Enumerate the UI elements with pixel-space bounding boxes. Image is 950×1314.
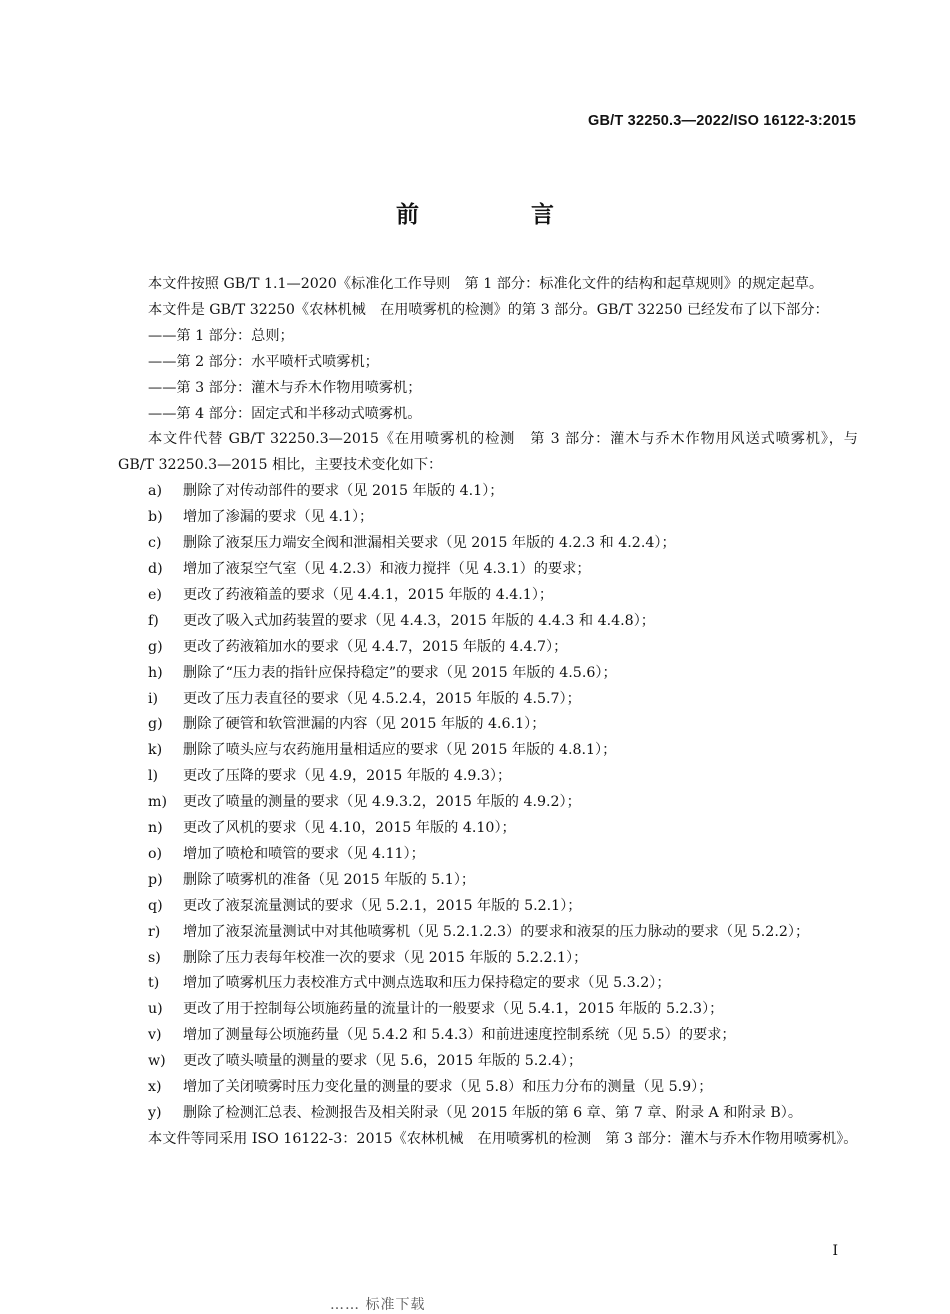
change-label: w) [148,1053,166,1070]
change-label: c) [148,535,162,552]
change-item [118,609,858,635]
change-text: 删除了检测汇总表、检测报告及相关附录（见 2015 年版的第 6 章、第 7 章、附录 A 和附录 B）。 [183,1105,803,1121]
change-text: 更改了药液箱盖的要求（见 4.4.1，2015 年版的 4.4.1）； [183,586,554,603]
change-item [118,946,858,972]
change-text: 更改了液泵流量测试的要求（见 5.2.1，2015 年版的 5.2.1）； [183,897,582,914]
replace-paragraph: 本文件代替 GB/T 32250.3—2015《在用喷雾机的检测 第 3 部分：灌木与乔木作物用风送式喷雾机》，与 GB/T 32250.3—2015 相比，主要技术变化如下： [118,431,858,474]
change-label: t) [148,975,160,992]
change-label: e) [148,586,162,603]
change-label: b) [148,509,163,526]
change-text: 增加了液泵空气室（见 4.2.3）和液力搅拌（见 4.3.1）的要求； [183,560,591,577]
part-list-item: ——第 3 部分：灌木与乔木作物用喷雾机； [148,379,422,396]
change-label: f) [148,612,159,629]
change-item [118,583,858,609]
change-item [118,479,858,505]
change-item [118,842,858,868]
change-text: 更改了压力表直径的要求（见 4.5.2.4，2015 年版的 4.5.7）； [183,690,581,707]
change-label: d) [148,560,163,577]
standard-number-header: GB/T 32250.3—2022/ISO 16122-3:2015 [588,113,856,129]
change-label: u) [148,1001,163,1018]
change-text: 增加了喷雾机压力表校准方式中测点选取和压力保持稳定的要求（见 5.3.2）； [183,975,671,992]
intro-paragraph-1: 本文件按照 GB/T 1.1—2020《标准化工作导则 第 1 部分：标准化文件的结构和起草规则》的规定起草。 [148,276,824,292]
change-label: s) [148,949,161,966]
change-text: 删除了“压力表的指针应保持稳定”的要求（见 2015 年版的 4.5.6）； [183,664,617,681]
part-list-item: ——第 1 部分：总则； [148,327,294,344]
change-label: k) [148,742,163,759]
change-item [118,557,858,583]
change-item [118,816,858,842]
change-item [118,661,858,687]
change-text: 更改了喷头喷量的测量的要求（见 5.6，2015 年版的 5.2.4）； [183,1053,583,1070]
change-item [118,738,858,764]
change-item [118,790,858,816]
change-label: n) [148,820,163,837]
change-label: h) [148,664,163,681]
change-item [118,1049,858,1075]
change-label: l) [148,768,159,785]
change-label: v) [148,1027,162,1044]
change-text: 增加了喷枪和喷管的要求（见 4.11）； [183,845,425,862]
change-label: g) [148,716,163,733]
change-label: o) [148,845,163,862]
intro-paragraph-2: 本文件是 GB/T 32250《农林机械 在用喷雾机的检测》的第 3 部分。GB/T 32250 已经发布了以下部分： [148,301,829,318]
change-item [118,531,858,557]
foreword-body [118,272,858,1153]
change-item [118,712,858,738]
change-label: p) [148,871,163,888]
change-item [118,997,858,1023]
change-text: 删除了喷头应与农药施用量相适应的要求（见 2015 年版的 4.8.1）； [183,742,617,759]
change-item [118,920,858,946]
change-item [118,764,858,790]
change-text: 增加了渗漏的要求（见 4.1）； [183,509,374,526]
change-text: 增加了液泵流量测试中对其他喷雾机（见 5.2.1.2.3）的要求和液泵的压力脉动的要求（见 5.2.2）； [183,923,810,940]
change-item [118,1075,858,1101]
change-label: a) [148,483,162,500]
change-text: 更改了压降的要求（见 4.9，2015 年版的 4.9.3）； [183,768,512,785]
bottom-watermark-text: …… 标准下载 [330,1297,426,1313]
change-text: 更改了风机的要求（见 4.10，2015 年版的 4.10）； [183,820,516,837]
change-text: 删除了对传动部件的要求（见 2015 年版的 4.1）； [183,483,504,500]
change-item [118,894,858,920]
change-item [118,635,858,661]
change-text: 删除了液泵压力端安全阀和泄漏相关要求（见 2015 年版的 4.2.3 和 4.2.4）； [183,535,676,552]
change-item [118,971,858,997]
part-list-item: ——第 4 部分：固定式和半移动式喷雾机。 [148,405,422,422]
page-number: I [832,1243,838,1259]
change-item [118,868,858,894]
change-item [118,505,858,531]
change-label: x) [148,1079,162,1096]
change-text: 更改了喷量的测量的要求（见 4.9.3.2，2015 年版的 4.9.2）； [183,794,581,811]
change-label: y) [148,1105,162,1121]
change-label: g) [148,638,163,655]
change-text: 增加了关闭喷雾时压力变化量的测量的要求（见 5.8）和压力分布的测量（见 5.9）； [183,1079,713,1096]
change-label: q) [148,897,163,914]
change-text: 更改了用于控制每公顷施药量的流量计的一般要求（见 5.4.1，2015 年版的 5.2.3）； [183,1001,724,1018]
change-text: 增加了测量每公顷施药量（见 5.4.2 和 5.4.3）和前进速度控制系统（见 5.5）的要求； [183,1027,736,1044]
change-text: 更改了吸入式加药装置的要求（见 4.4.3，2015 年版的 4.4.3 和 4.4.8）； [183,612,655,629]
change-label: r) [148,923,161,940]
change-text: 删除了喷雾机的准备（见 2015 年版的 5.1）； [183,871,476,888]
part-list-item: ——第 2 部分：水平喷杆式喷雾机； [148,353,379,370]
change-text: 删除了压力表每年校准一次的要求（见 2015 年版的 5.2.2.1）； [183,949,588,966]
change-label: i) [148,690,159,707]
page-title: 前 言 [395,202,606,228]
change-item [118,687,858,713]
change-item [118,1101,858,1127]
closing-paragraph: 本文件等同采用 ISO 16122-3：2015《农林机械 在用喷雾机的检测 第 3 部分：灌木与乔木作物用喷雾机》。 [148,1130,858,1147]
change-item [118,1023,858,1049]
change-text: 更改了药液箱加水的要求（见 4.4.7，2015 年版的 4.4.7）； [183,638,568,655]
change-text: 删除了硬管和软管泄漏的内容（见 2015 年版的 4.6.1）； [183,716,546,733]
change-label: m) [148,794,167,811]
